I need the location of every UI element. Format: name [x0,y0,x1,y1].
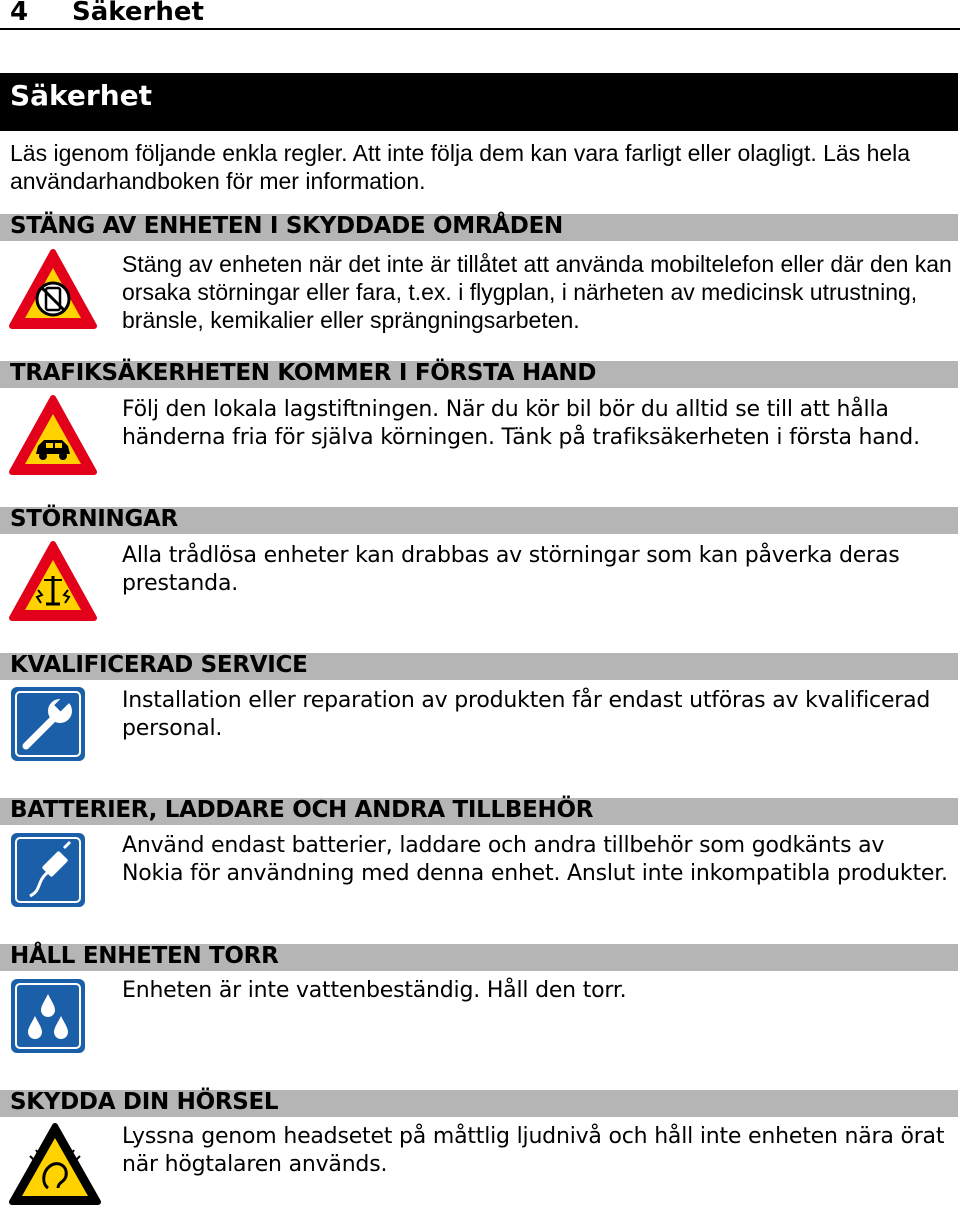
no-phone-warning-icon [8,248,98,330]
interference-warning-icon [8,540,98,622]
page-title-bar [0,73,958,131]
car-warning-icon [8,394,98,476]
section-text-switch-off: Stäng av enheten när det inte är tillåtet att använda mobiltelefon eller där den kan orsaka störningar eller fara, t.ex. i flygplan, i närheten av medicinsk utrustning, bränsle, kemikalier eller sprängningsarbeten. [122,251,952,333]
hearing-warning-icon [8,1122,102,1206]
section-heading-road-safety: TRAFIKSÄKERHETEN KOMMER I FÖRSTA HAND [0,361,958,388]
section-heading-accessories: BATTERIER, LADDARE OCH ANDRA TILLBEHÖR [0,798,958,825]
section-heading-qualified-service: KVALIFICERAD SERVICE [0,653,958,680]
section-heading-switch-off: STÄNG AV ENHETEN I SKYDDADE OMRÅDEN [0,214,958,241]
page-title: Säkerhet [10,79,153,112]
section-text-hearing: Lyssna genom headsetet på måttlig ljudnivå och håll inte enheten nära örat när högtalaren används. [122,1124,945,1177]
page-number: 4 [10,0,29,27]
intro-paragraph: Läs igenom följande enkla regler. Att inte följa dem kan vara farligt eller olagligt. Läs hela användarhandboken för mer information. [10,140,911,194]
section-text-accessories: Använd endast batterier, laddare och andra tillbehör som godkänts av Nokia för användning med denna enhet. Anslut inte inkompatibla produkter. [122,833,948,886]
charger-plug-icon [8,830,88,910]
section-heading-hearing: SKYDDA DIN HÖRSEL [0,1090,958,1117]
running-header [0,0,960,30]
section-text-road-safety: Följ den lokala lagstiftningen. När du kör bil bör du alltid se till att hålla händerna fria för själva körningen. Tänk på trafiksäkerheten i första hand. [122,397,920,450]
wrench-icon [8,684,88,764]
water-drops-icon [8,976,88,1056]
section-text-keep-dry: Enheten är inte vattenbeständig. Håll den torr. [122,978,627,1003]
section-text-interference: Alla trådlösa enheter kan drabbas av störningar som kan påverka deras prestanda. [122,543,900,596]
section-heading-keep-dry: HÅLL ENHETEN TORR [0,944,958,971]
chapter-title: Säkerhet [72,0,204,27]
section-heading-interference: STÖRNINGAR [0,507,958,534]
section-text-qualified-service: Installation eller reparation av produkten får endast utföras av kvalificerad personal. [122,688,931,741]
